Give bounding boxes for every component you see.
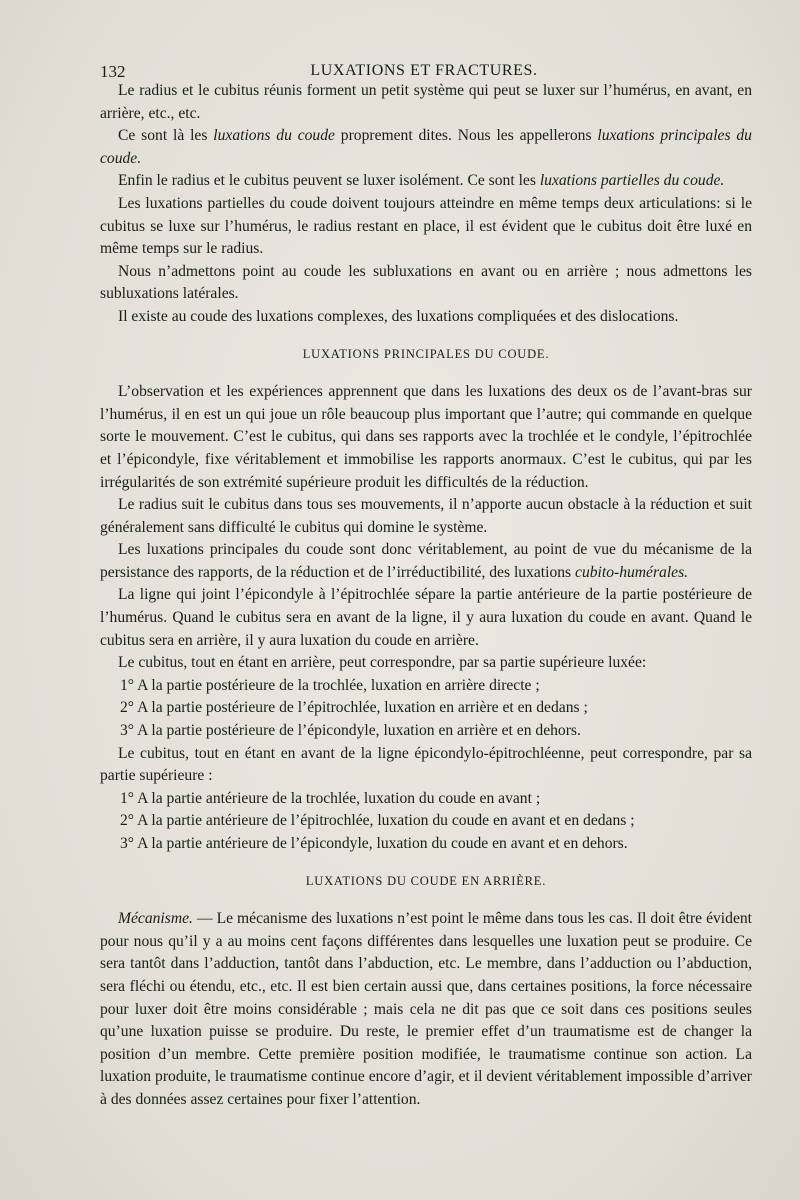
paragraph: L’observation et les expériences apprennent que dans les luxations des deux os de l’avant-bras sur l’humérus, il en est un qui joue un rôle beaucoup plus important que l’autre; qui commande en quelque sorte le mouvement. C’est le cubitus, qui dans ses rapports avec la trochlée et le condyle, l’épitrochlée et l’épicondyle, fixe véritablement et immobilise les rapports anormaux. C’est le cubitus, qui par les irrégularités de son extrémité supérieure produit les difficultés de la réduction. [100,383,752,491]
paragraph [100,539,752,584]
paragraph: Le cubitus, tout en étant en arrière, peut correspondre, par sa partie supérieure luxée: [118,654,647,672]
paragraph: Il existe au coude des luxations complexes, des luxations compliquées et des dislocations. [118,307,679,325]
list-item: 3° A la partie postérieure de l’épicondyle, luxation en arrière et en dehors. [120,722,581,740]
paragraph: Nous n’admettons point au coude les subluxations en avant ou en arrière ; nous admettons les subluxations latérales. [100,262,752,303]
text-run: proprement dites. Nous les appellerons [334,127,598,145]
paragraph: Le radius et le cubitus réunis forment un petit système qui peut se luxer sur l’humérus, en avant, en arrière, etc., etc. [100,82,752,122]
list-item: 3° A la partie antérieure de l’épicondyle, luxation du coude en avant et en dehors. [120,835,628,852]
list-item: 1° A la partie antérieure de la trochlée, luxation du coude en avant ; [120,789,541,807]
paragraph: Le cubitus, tout en étant en avant de la ligne épicondylo-épitrochléenne, peut correspondre, par sa partie supérieure : [100,744,752,785]
text-run: Les luxations principales du coude sont donc véritablement, au point de vue du mécanisme de la persistance des rapports, de la réduction et de l’irréductibilité, des luxations [100,541,752,581]
italic-run: cubito-humérales. [575,563,689,581]
paragraph: Les luxations partielles du coude doivent toujours atteindre en même temps deux articulations: si le cubitus se luxe sur l’humérus, le radius restant en place, il est évident que le cubitus doit être luxé en même temps sur le radius. [100,194,752,258]
body-text [100,80,752,1112]
list-item: 2° A la partie antérieure de l’épitrochlée, luxation du coude en avant et en dedans ; [120,812,635,830]
text-run: — Le mécanisme des luxations n’est point le même dans tous les cas. Il doit être évident pour nous qu’il y a au moins cent façons différentes dans lesquelles une luxation peut se produire. Ce sera tantôt dans l’adduction, tantôt dans l’abduction, etc. Le membre, dans l’adduction ou l’abduction, sera fléchi ou étendu, etc., etc. Il est bien certain aussi que, dans certaines positions, la force nécessaire pour luxer doit être moins considérable ; mais cela ne dit pas que ce soit dans ces positions seules qu’une luxation puisse se produire. Du reste, le premier effet d’un traumatisme est de changer la position d’un membre. Cette première position modifiée, le traumatisme continue son action. La luxation produite, le traumatisme continue encore d’agir, et il devient véritablement impossible d’arriver à des données assez certaines pour fixer l’attention. [100,910,752,1108]
text-run: Ce sont là les [118,127,214,145]
italic-run: luxations partielles du coude. [539,172,725,190]
italic-run: luxations principales du coude. [100,127,752,167]
text-run: Enfin le radius et le cubitus peuvent se luxer isolément. Ce sont les [118,172,540,190]
paragraph [100,170,752,193]
paragraph [100,908,752,1111]
italic-run: luxations du coude [213,127,335,145]
paragraph [100,125,752,170]
list-item: 2° A la partie postérieure de l’épitrochlée, luxation en arrière et en dedans ; [120,699,588,717]
paragraph: La ligne qui joint l’épicondyle à l’épitrochlée sépare la partie antérieure de la partie postérieure de l’humérus. Quand le cubitus sera en avant de la ligne, il y aura luxation du coude en avant. Quand le cubitus sera en arrière, il y aura luxation du coude en arrière. [100,586,752,649]
page-number: 132 [100,62,126,81]
section-heading: LUXATIONS DU COUDE EN ARRIÈRE. [305,873,547,888]
italic-run: Mécanisme. [118,910,193,928]
list-item: 1° A la partie postérieure de la trochlée, luxation en arrière directe ; [120,676,540,694]
paragraph: Le radius suit le cubitus dans tous ses mouvements, il n’apporte aucun obstacle à la réduction et suit généralement sans difficulté le cubitus qui domine le système. [100,496,752,536]
running-title: LUXATIONS ET FRACTURES. [310,62,538,79]
section-heading: LUXATIONS PRINCIPALES DU COUDE. [302,346,550,361]
